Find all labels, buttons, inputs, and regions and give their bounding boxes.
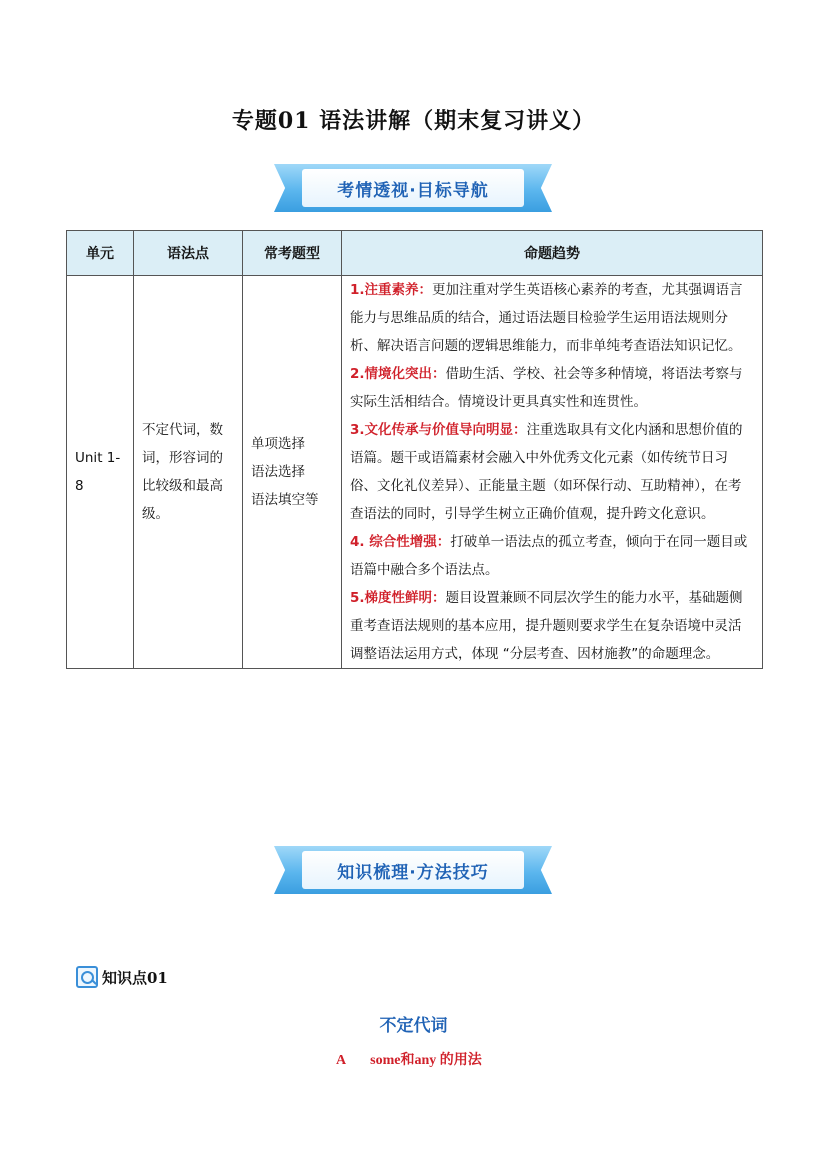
trend-text: 注重选取具有文化内涵和思想价值的语篇。题干或语篇素材会融入中外优秀文化元素（如传统节日习俗、文化礼仪差异）、正能量主题（如环保行动、互助精神），在考查语法的同时，引导学生树立正确价值观，提升跨文化意识。 <box>350 422 743 522</box>
section-title: 不定代词 <box>379 1016 448 1036</box>
trend-lead: 2.情境化突出： <box>350 366 446 382</box>
header-question-types: 常考题型 <box>243 231 342 276</box>
header-unit: 单元 <box>67 231 134 276</box>
exam-overview-banner <box>274 164 552 212</box>
header-grammar-point: 语法点 <box>134 231 243 276</box>
magnifier-icon <box>76 966 98 988</box>
knowledge-methods-banner <box>274 846 552 894</box>
cell-question-types <box>243 276 342 669</box>
question-type: 语法填空等 <box>251 492 319 508</box>
page-title: 专题01 语法讲解（期末复习讲义） <box>231 108 596 134</box>
trend-lead: 3.文化传承与价值导向明显： <box>350 422 527 438</box>
question-type: 语法选择 <box>251 464 305 480</box>
trend-item <box>350 276 754 360</box>
trend-lead: 4. 综合性增强： <box>350 534 451 550</box>
trend-text: 更加注重对学生英语核心素养的考查，尤其强调语言能力与思维品质的结合，通过语法题目检验学生运用语法规则分析、解决语言问题的逻辑思维能力，而非单纯考查语法知识记忆。 <box>350 282 743 354</box>
knowledge-point-label: 知识点01 <box>102 968 168 987</box>
question-type: 单项选择 <box>251 436 305 452</box>
trend-item <box>350 528 754 584</box>
table-row <box>67 276 763 669</box>
cell-unit: Unit 1-8 <box>67 276 134 669</box>
knowledge-point-heading <box>76 966 168 988</box>
exam-analysis-table <box>66 230 763 669</box>
subsection-text: some和any 的用法 <box>370 1053 482 1068</box>
trend-lead: 1.注重素养： <box>350 282 433 298</box>
banner-label: 知识梳理·方法技巧 <box>337 862 489 883</box>
cell-trends <box>342 276 763 669</box>
trend-item <box>350 584 754 668</box>
table-header-row <box>67 231 763 276</box>
subsection-letter: A <box>336 1053 347 1068</box>
trend-text: 借助生活、学校、社会等多种情境，将语法考察与实际生活相结合。情境设计更具真实性和连贯性。 <box>350 366 743 410</box>
trend-text: 题目设置兼顾不同层次学生的能力水平，基础题侧重考查语法规则的基本应用，提升题则要求学生在复杂语境中灵活调整语法运用方式，体现 “分层考查、因材施教”的命题理念。 <box>350 590 743 662</box>
subsection-heading <box>336 1049 482 1069</box>
banner-label: 考情透视·目标导航 <box>337 180 489 201</box>
trend-lead: 5.梯度性鲜明： <box>350 590 446 606</box>
header-trends: 命题趋势 <box>342 231 763 276</box>
trend-item <box>350 416 754 528</box>
cell-grammar-point: 不定代词，数词，形容词的比较级和最高级。 <box>134 276 243 669</box>
trend-item <box>350 360 754 416</box>
trend-text: 打破单一语法点的孤立考查，倾向于在同一题目或语篇中融合多个语法点。 <box>350 534 748 578</box>
